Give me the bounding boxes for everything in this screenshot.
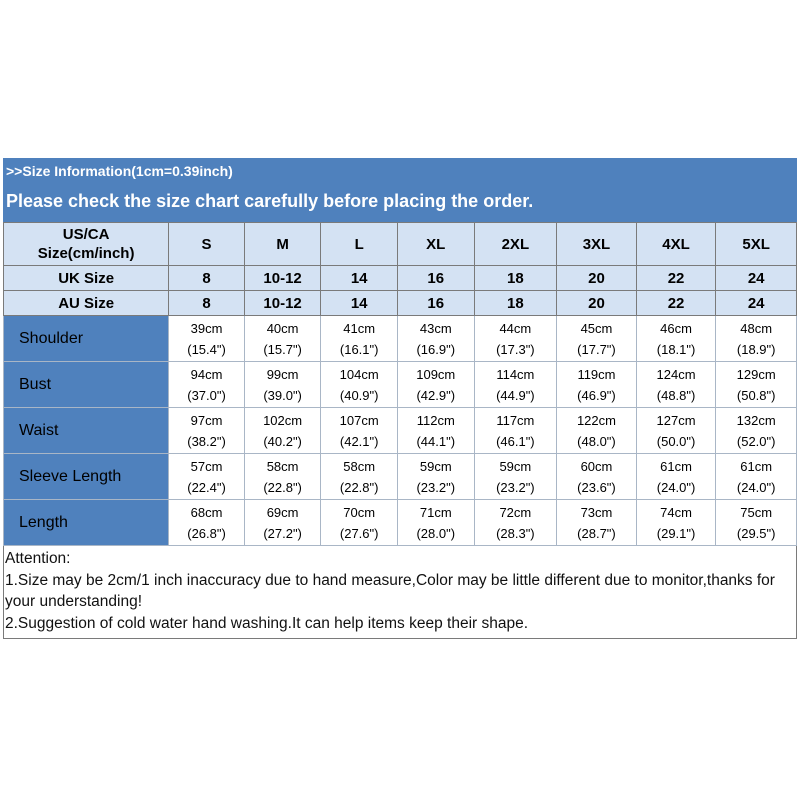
size-info-title: >>Size Information(1cm=0.39inch) bbox=[6, 163, 233, 179]
cm-value: 45cm bbox=[580, 320, 613, 336]
measurement-cell bbox=[716, 500, 797, 546]
cm-value: 41cm bbox=[343, 320, 376, 336]
inch-value: (16.9") bbox=[416, 341, 456, 357]
measurement-cell bbox=[636, 500, 716, 546]
cm-value: 39cm bbox=[190, 320, 223, 336]
au-size-cell: 22 bbox=[636, 291, 716, 316]
cm-value: 44cm bbox=[499, 320, 532, 336]
inch-value: (48.0") bbox=[577, 433, 616, 449]
cm-value: 122cm bbox=[576, 412, 616, 428]
cm-value: 68cm bbox=[190, 504, 223, 520]
inch-value: (24.0") bbox=[736, 479, 776, 495]
measurement-cell bbox=[474, 362, 557, 408]
measurement-cell bbox=[321, 500, 398, 546]
inch-value: (26.8") bbox=[187, 525, 226, 541]
uk-size-cell: 24 bbox=[716, 266, 797, 291]
cm-value: 124cm bbox=[656, 366, 696, 382]
au-size-row bbox=[4, 291, 797, 316]
inch-value: (15.7") bbox=[263, 341, 302, 357]
inch-value: (38.2") bbox=[187, 433, 226, 449]
size-chart bbox=[3, 158, 797, 639]
inch-value: (40.2") bbox=[263, 433, 302, 449]
measurement-cell bbox=[244, 362, 321, 408]
us-size-cell: M bbox=[244, 223, 321, 266]
measurement-cell bbox=[169, 454, 245, 500]
measurement-cell bbox=[397, 500, 474, 546]
inch-value: (29.5") bbox=[736, 525, 776, 541]
measurement-cell bbox=[636, 454, 716, 500]
attention-title: Attention: bbox=[5, 550, 71, 567]
measurement-row bbox=[4, 454, 797, 500]
cm-value: 59cm bbox=[499, 458, 532, 474]
measurement-cell bbox=[321, 362, 398, 408]
measurement-cell bbox=[474, 408, 557, 454]
measurement-row bbox=[4, 500, 797, 546]
us-size-cell: 3XL bbox=[557, 223, 637, 266]
cm-value: 99cm bbox=[266, 366, 299, 382]
cm-value: 60cm bbox=[580, 458, 613, 474]
cm-value: 109cm bbox=[416, 366, 456, 382]
uk-size-cell: 10-12 bbox=[244, 266, 321, 291]
cm-value: 57cm bbox=[190, 458, 223, 474]
cm-value: 75cm bbox=[740, 504, 773, 520]
cm-value: 48cm bbox=[740, 320, 773, 336]
inch-value: (27.2") bbox=[263, 525, 302, 541]
measurement-cell bbox=[397, 408, 474, 454]
measurement-cell bbox=[716, 316, 797, 362]
measurement-cell bbox=[474, 316, 557, 362]
cm-value: 59cm bbox=[419, 458, 452, 474]
measurement-row bbox=[4, 316, 797, 362]
measurement-cell bbox=[636, 408, 716, 454]
cm-value: 94cm bbox=[190, 366, 223, 382]
inch-value: (28.3") bbox=[496, 525, 535, 541]
inch-value: (22.8") bbox=[339, 479, 379, 495]
us-size-label-line2: Size(cm/inch) bbox=[37, 245, 135, 262]
inch-value: (42.1") bbox=[339, 433, 379, 449]
inch-value: (22.8") bbox=[263, 479, 302, 495]
us-size-cell: S bbox=[169, 223, 245, 266]
attention-note-2: 2.Suggestion of cold water hand washing.It can help items keep their shape. bbox=[5, 614, 529, 632]
uk-size-cell: 14 bbox=[321, 266, 398, 291]
inch-value: (28.0") bbox=[416, 525, 456, 541]
size-info-subtitle: Please check the size chart carefully before placing the order. bbox=[6, 191, 534, 211]
cm-value: 70cm bbox=[343, 504, 376, 520]
measurement-cell bbox=[244, 316, 321, 362]
measurement-cell bbox=[557, 316, 637, 362]
inch-value: (50.8") bbox=[736, 387, 776, 403]
inch-value: (44.9") bbox=[496, 387, 535, 403]
inch-value: (46.1") bbox=[496, 433, 535, 449]
inch-value: (17.3") bbox=[496, 341, 535, 357]
measurement-label: Bust bbox=[4, 362, 169, 408]
cm-value: 61cm bbox=[660, 458, 692, 474]
cm-value: 127cm bbox=[656, 412, 696, 428]
measurement-cell bbox=[474, 454, 557, 500]
us-size-cell: 5XL bbox=[716, 223, 797, 266]
cm-value: 69cm bbox=[266, 504, 299, 520]
au-size-cell: 8 bbox=[169, 291, 245, 316]
us-size-cell: 4XL bbox=[636, 223, 716, 266]
measurement-label: Shoulder bbox=[4, 316, 169, 362]
measurement-cell bbox=[397, 454, 474, 500]
uk-size-label: UK Size bbox=[4, 266, 169, 291]
inch-value: (50.0") bbox=[656, 433, 696, 449]
inch-value: (39.0") bbox=[263, 387, 302, 403]
measurement-cell bbox=[397, 316, 474, 362]
measurement-cell bbox=[716, 454, 797, 500]
measurement-cell bbox=[169, 316, 245, 362]
cm-value: 97cm bbox=[190, 412, 223, 428]
cm-value: 43cm bbox=[419, 320, 452, 336]
uk-size-cell: 16 bbox=[397, 266, 474, 291]
inch-value: (23.2") bbox=[496, 479, 535, 495]
cm-value: 61cm bbox=[740, 458, 773, 474]
measurement-cell bbox=[474, 500, 557, 546]
inch-value: (15.4") bbox=[187, 341, 226, 357]
uk-size-cell: 22 bbox=[636, 266, 716, 291]
measurement-cell bbox=[321, 316, 398, 362]
measurement-cell bbox=[716, 408, 797, 454]
measurement-row bbox=[4, 408, 797, 454]
measurement-cell bbox=[716, 362, 797, 408]
cm-value: 58cm bbox=[343, 458, 376, 474]
measurement-cell bbox=[321, 408, 398, 454]
measurement-cell bbox=[244, 500, 321, 546]
cm-value: 104cm bbox=[339, 366, 379, 382]
uk-size-cell: 20 bbox=[557, 266, 637, 291]
measurement-cell bbox=[244, 408, 321, 454]
measurement-cell bbox=[557, 500, 637, 546]
cm-value: 117cm bbox=[496, 412, 535, 428]
uk-size-row bbox=[4, 266, 797, 291]
inch-value: (40.9") bbox=[339, 387, 379, 403]
au-size-cell: 14 bbox=[321, 291, 398, 316]
inch-value: (24.0") bbox=[656, 479, 696, 495]
attention-notes bbox=[3, 546, 797, 639]
measurement-cell bbox=[321, 454, 398, 500]
us-size-cell: 2XL bbox=[474, 223, 557, 266]
inch-value: (42.9") bbox=[416, 387, 456, 403]
cm-value: 71cm bbox=[419, 504, 452, 520]
inch-value: (18.9") bbox=[736, 341, 776, 357]
inch-value: (23.2") bbox=[416, 479, 456, 495]
measurement-cell bbox=[169, 408, 245, 454]
inch-value: (46.9") bbox=[577, 387, 616, 403]
measurement-cell bbox=[169, 500, 245, 546]
us-size-cell: XL bbox=[397, 223, 474, 266]
attention-note-1: 1.Size may be 2cm/1 inch inaccuracy due to hand measure,Color may be little different due to monitor,thanks for your understanding! bbox=[5, 571, 775, 610]
au-size-cell: 24 bbox=[716, 291, 797, 316]
measurement-cell bbox=[244, 454, 321, 500]
cm-value: 102cm bbox=[263, 412, 303, 428]
measurement-cell bbox=[169, 362, 245, 408]
measurement-cell bbox=[636, 316, 716, 362]
measurement-cell bbox=[557, 362, 637, 408]
au-size-cell: 18 bbox=[474, 291, 557, 316]
measurement-cell bbox=[557, 408, 637, 454]
inch-value: (29.1") bbox=[656, 525, 696, 541]
uk-size-cell: 18 bbox=[474, 266, 557, 291]
inch-value: (37.0") bbox=[187, 387, 226, 403]
measurement-label: Sleeve Length bbox=[4, 454, 169, 500]
cm-value: 72cm bbox=[499, 504, 532, 520]
inch-value: (17.7") bbox=[577, 341, 616, 357]
inch-value: (18.1") bbox=[656, 341, 696, 357]
cm-value: 119cm bbox=[577, 366, 616, 382]
us-size-row bbox=[4, 223, 797, 266]
au-size-cell: 20 bbox=[557, 291, 637, 316]
cm-value: 114cm bbox=[496, 366, 535, 382]
cm-value: 58cm bbox=[266, 458, 299, 474]
size-table bbox=[3, 222, 797, 546]
inch-value: (28.7") bbox=[577, 525, 616, 541]
au-size-cell: 10-12 bbox=[244, 291, 321, 316]
measurement-label: Length bbox=[4, 500, 169, 546]
us-size-cell: L bbox=[321, 223, 398, 266]
size-info-banner bbox=[3, 158, 797, 222]
cm-value: 73cm bbox=[580, 504, 613, 520]
inch-value: (48.8") bbox=[656, 387, 696, 403]
cm-value: 74cm bbox=[660, 504, 692, 520]
cm-value: 107cm bbox=[339, 412, 379, 428]
au-size-cell: 16 bbox=[397, 291, 474, 316]
cm-value: 40cm bbox=[266, 320, 299, 336]
inch-value: (52.0") bbox=[736, 433, 776, 449]
cm-value: 132cm bbox=[736, 412, 776, 428]
uk-size-cell: 8 bbox=[169, 266, 245, 291]
inch-value: (44.1") bbox=[416, 433, 456, 449]
measurement-row bbox=[4, 362, 797, 408]
us-size-label bbox=[4, 223, 169, 266]
measurement-label: Waist bbox=[4, 408, 169, 454]
inch-value: (23.6") bbox=[577, 479, 616, 495]
us-size-label-line1: US/CA bbox=[62, 226, 110, 243]
cm-value: 46cm bbox=[660, 320, 692, 336]
measurement-cell bbox=[636, 362, 716, 408]
cm-value: 129cm bbox=[736, 366, 776, 382]
measurement-cell bbox=[397, 362, 474, 408]
inch-value: (22.4") bbox=[187, 479, 226, 495]
inch-value: (16.1") bbox=[339, 341, 379, 357]
cm-value: 112cm bbox=[416, 412, 455, 428]
au-size-label: AU Size bbox=[4, 291, 169, 316]
inch-value: (27.6") bbox=[339, 525, 379, 541]
measurement-cell bbox=[557, 454, 637, 500]
